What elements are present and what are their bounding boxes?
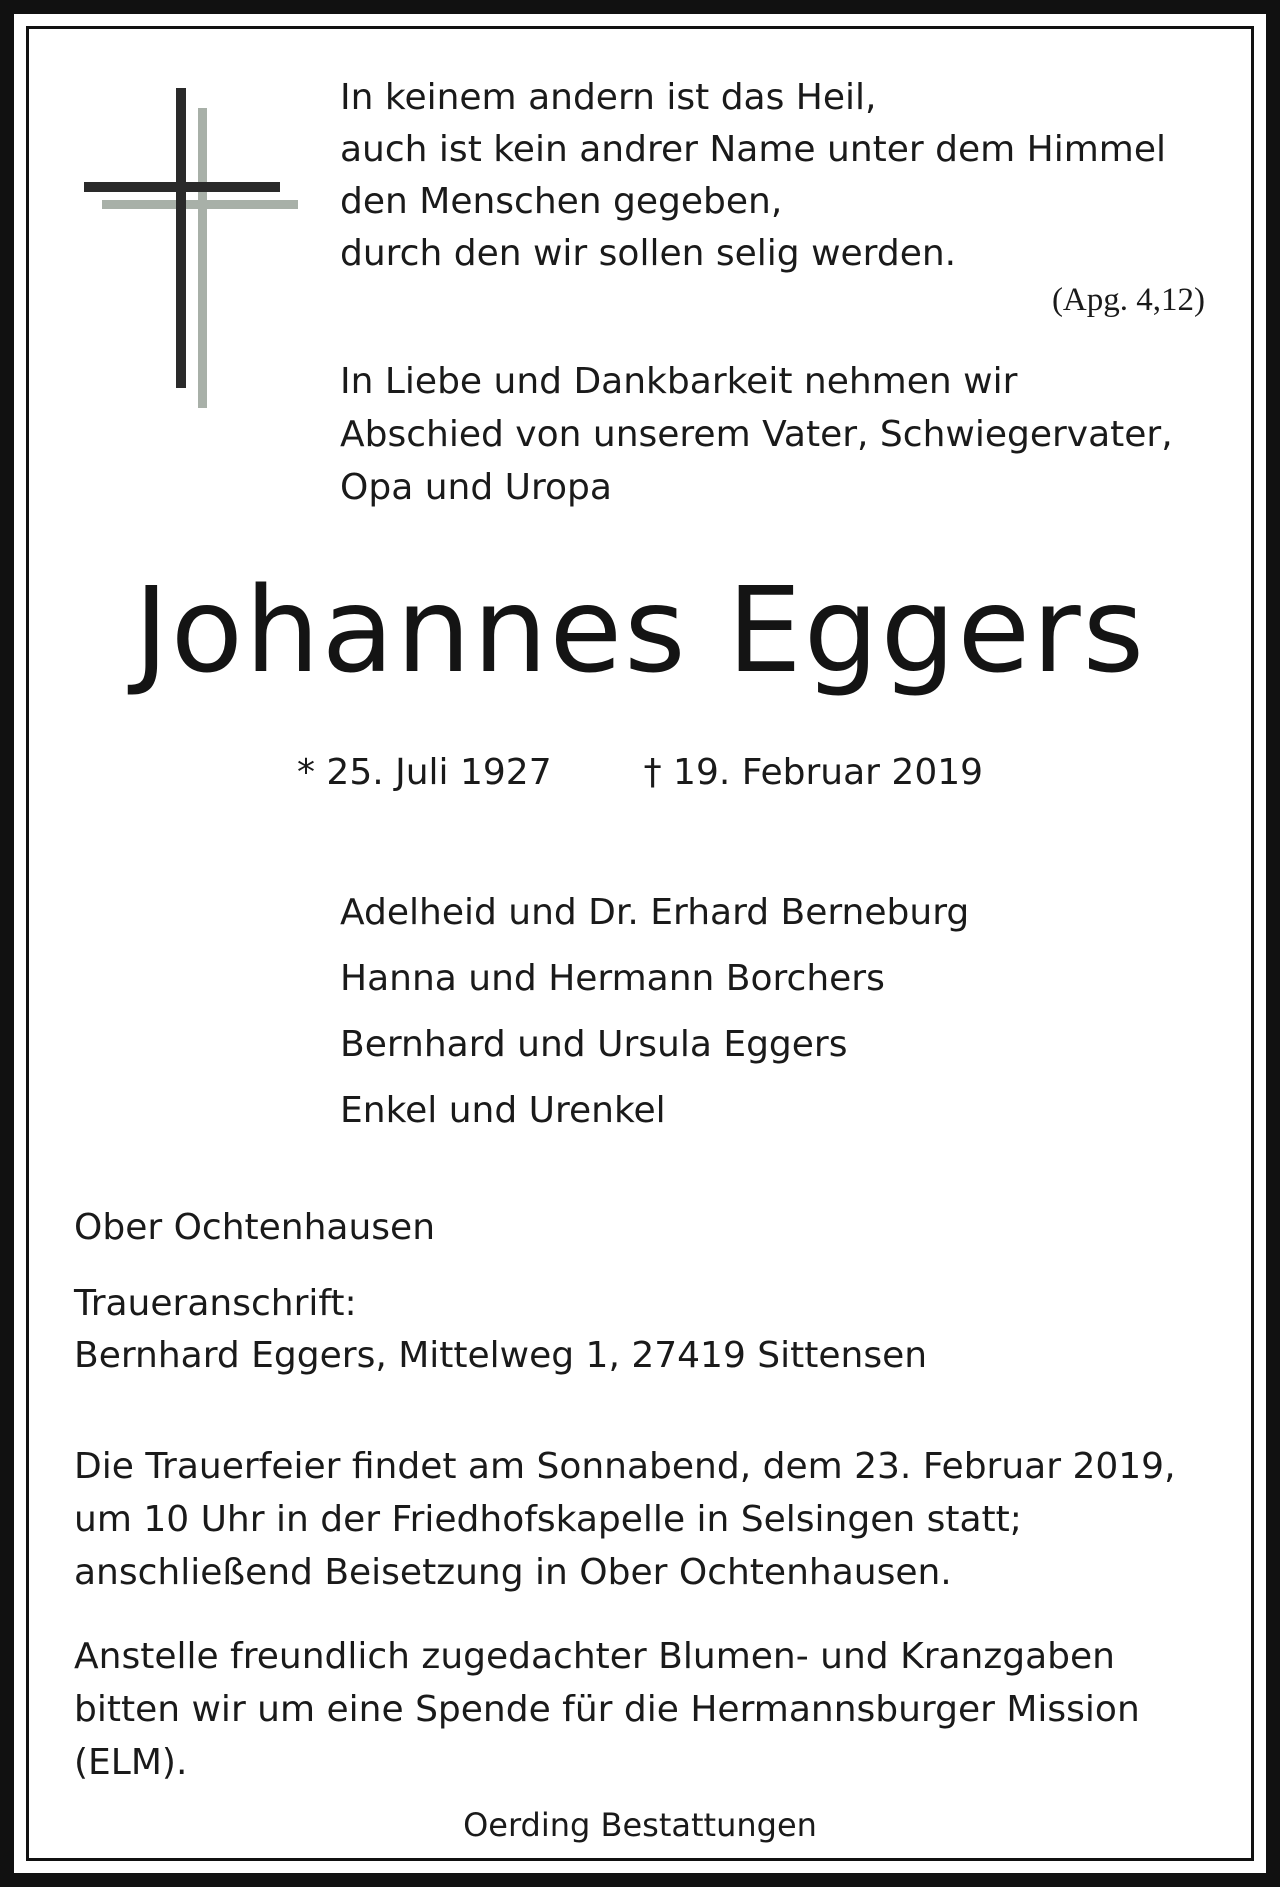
verse-reference: (Apg. 4,12) [1051, 282, 1205, 318]
intro-line: Abschied von unserem Vater, Schwiegervater, [340, 414, 1173, 455]
verse-line: den Menschen gegeben, [340, 181, 783, 222]
address-label: Traueranschrift: [74, 1283, 357, 1324]
funeral-home: Oerding Bestattungen [463, 1806, 817, 1844]
ceremony-info [74, 1440, 1176, 1599]
cross-icon [80, 84, 300, 414]
verse-line: durch den wir sollen selig werden. [340, 233, 957, 274]
mourner-entry: Adelheid und Dr. Erhard Berneburg [340, 892, 970, 933]
birth-date: * 25. Juli 1927 [296, 752, 552, 793]
verse-line: In keinem andern ist das Heil, [340, 77, 877, 118]
life-dates [0, 748, 1280, 798]
donation-line: (ELM). [74, 1742, 188, 1783]
deceased-name: Johannes Eggers [133, 561, 1147, 699]
donation-line: Anstelle freundlich zugedachter Blumen- und Kranzgaben [74, 1636, 1115, 1677]
ceremony-line: um 10 Uhr in der Friedhofskapelle in Selsingen statt; [74, 1499, 1022, 1540]
verse-line: auch ist kein andrer Name unter dem Himmel [340, 129, 1167, 170]
donation-line: bitten wir um eine Spende für die Hermannsburger Mission [74, 1689, 1140, 1730]
mourner-entry: Enkel und Urenkel [340, 1090, 666, 1131]
intro-line: In Liebe und Dankbarkeit nehmen wir [340, 361, 1018, 402]
place-name: Ober Ochtenhausen [74, 1207, 436, 1248]
mourners-list [340, 880, 1220, 1144]
death-date: † 19. Februar 2019 [643, 752, 984, 793]
ceremony-line: Die Trauerfeier findet am Sonnabend, dem 23. Februar 2019, [74, 1446, 1176, 1487]
mourner-entry: Bernhard und Ursula Eggers [340, 1024, 848, 1065]
donation-request [74, 1630, 1140, 1789]
farewell-intro [340, 355, 1220, 514]
address-value: Bernhard Eggers, Mittelweg 1, 27419 Sittensen [74, 1335, 928, 1376]
ceremony-line: anschließend Beisetzung in Ober Ochtenhausen. [74, 1552, 952, 1593]
bible-verse [340, 72, 1220, 280]
mourning-address [74, 1278, 927, 1382]
intro-line: Opa und Uropa [340, 467, 612, 508]
mourner-entry: Hanna und Hermann Borchers [340, 958, 885, 999]
